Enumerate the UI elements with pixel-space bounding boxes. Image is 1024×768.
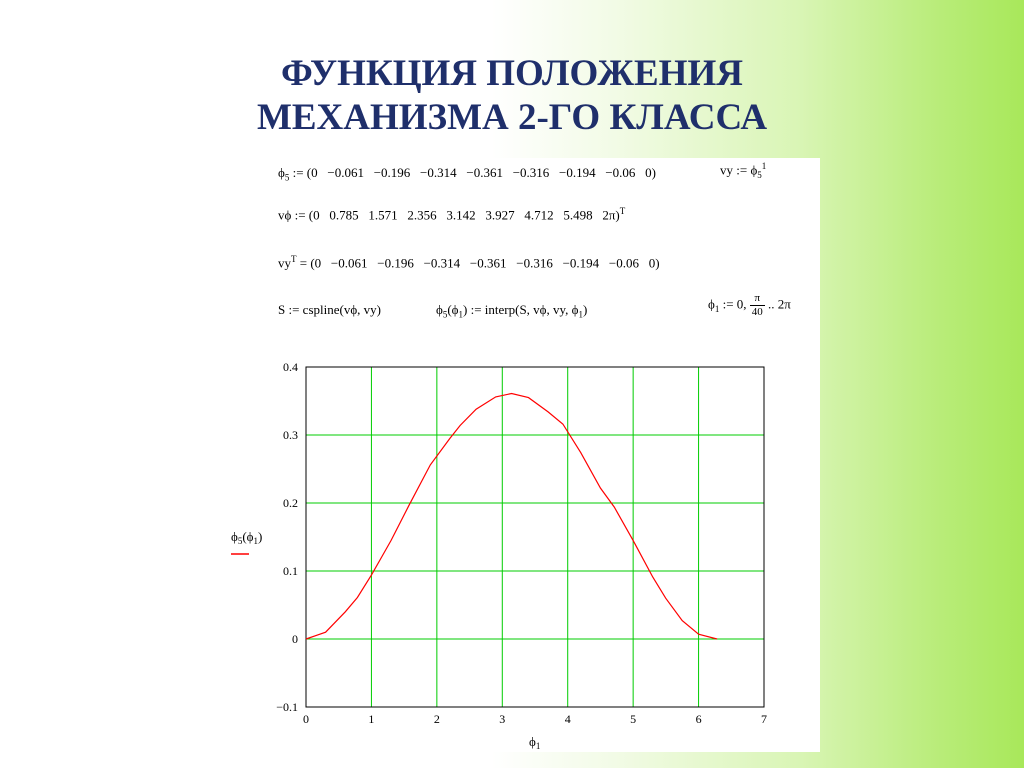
y-tick-label: 0.3 — [283, 428, 298, 442]
pi-over-40-fraction: $\frac{\pi}{40}$ — [751, 292, 763, 318]
series-lines — [306, 394, 717, 640]
mathcad-worksheet — [228, 158, 820, 752]
vphi-definition: vϕ := (0 0.785 1.571 2.356 3.142 3.927 4.712 5.498 2π)$^T$ — [278, 206, 626, 223]
x-tick-label: 0 — [303, 712, 309, 726]
y-tick-label: 0 — [292, 632, 298, 646]
y-tick-label: −0.1 — [276, 700, 298, 714]
x-tick-label: 1 — [368, 712, 375, 726]
y-tick-labels — [276, 360, 298, 714]
y-tick-label: 0.2 — [283, 496, 298, 510]
y-axis-label — [231, 529, 262, 554]
x-tick-label: 3 — [499, 712, 506, 726]
plot-frame — [306, 367, 764, 707]
phi5-plot — [228, 158, 820, 752]
vy-definition: vy := $\phi_5^1$ — [720, 161, 767, 180]
spline-definition: S := cspline(vϕ, vy) — [278, 302, 381, 317]
interp-definition: $\phi_5(\phi_1)$ := interp(S, vϕ, vy, $\phi_1$) — [436, 302, 588, 320]
x-tick-label: 5 — [630, 712, 637, 726]
y-tick-label: 0.1 — [283, 564, 298, 578]
x-tick-labels — [303, 712, 767, 726]
phi5-definition: $\phi_5$ := (0 −0.061 −0.196 −0.314 −0.361 −0.316 −0.194 −0.06 0) — [278, 165, 657, 183]
title-line-1: ФУНКЦИЯ ПОЛОЖЕНИЯ — [281, 53, 743, 94]
x-tick-label: 7 — [761, 712, 767, 726]
x-tick-label: 6 — [695, 712, 702, 726]
y-tick-label: 0.4 — [283, 360, 298, 374]
x-axis-label: $\phi_1$ — [529, 734, 541, 751]
vy-transpose-result: $vy^T = (0 -0.061 -0.196 -0.314 -0.361 -0.316 -0.194 -0.06$ 0) — [278, 254, 660, 271]
range-definition: $\phi_1$ := 0, $\frac{\pi}{40}$ .. 2π — [708, 292, 791, 318]
grid-lines — [306, 367, 764, 707]
title-line-2: МЕХАНИЗМА 2-ГО КЛАССА — [256, 97, 768, 138]
series-line-phi5 — [306, 394, 717, 640]
y-axis-label-text: $\phi_5(\phi_1)$ — [231, 529, 263, 546]
x-tick-label: 2 — [433, 712, 440, 726]
slide-title — [0, 52, 1024, 140]
x-tick-label: 4 — [564, 712, 571, 726]
